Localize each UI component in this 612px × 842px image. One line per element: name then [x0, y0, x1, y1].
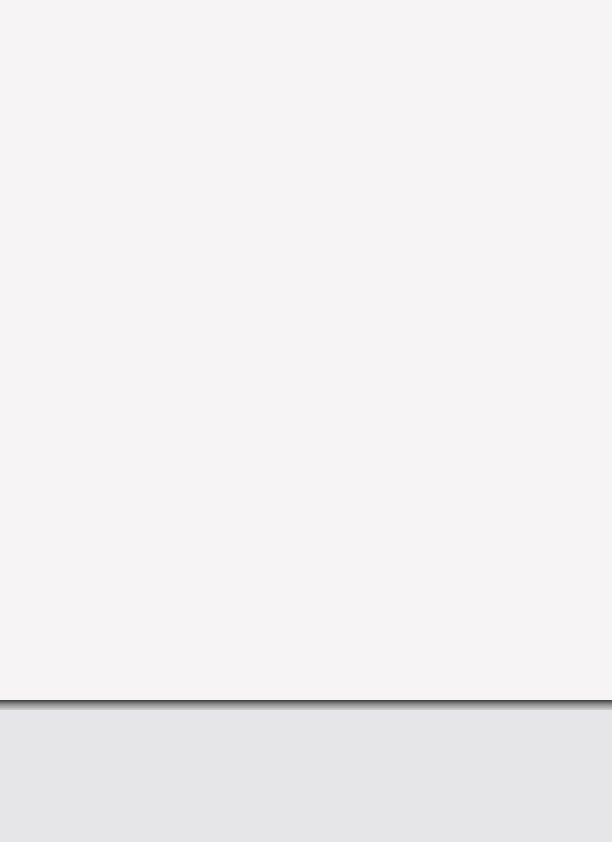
page-fold-shadow — [0, 700, 612, 710]
blank-area — [0, 710, 612, 842]
